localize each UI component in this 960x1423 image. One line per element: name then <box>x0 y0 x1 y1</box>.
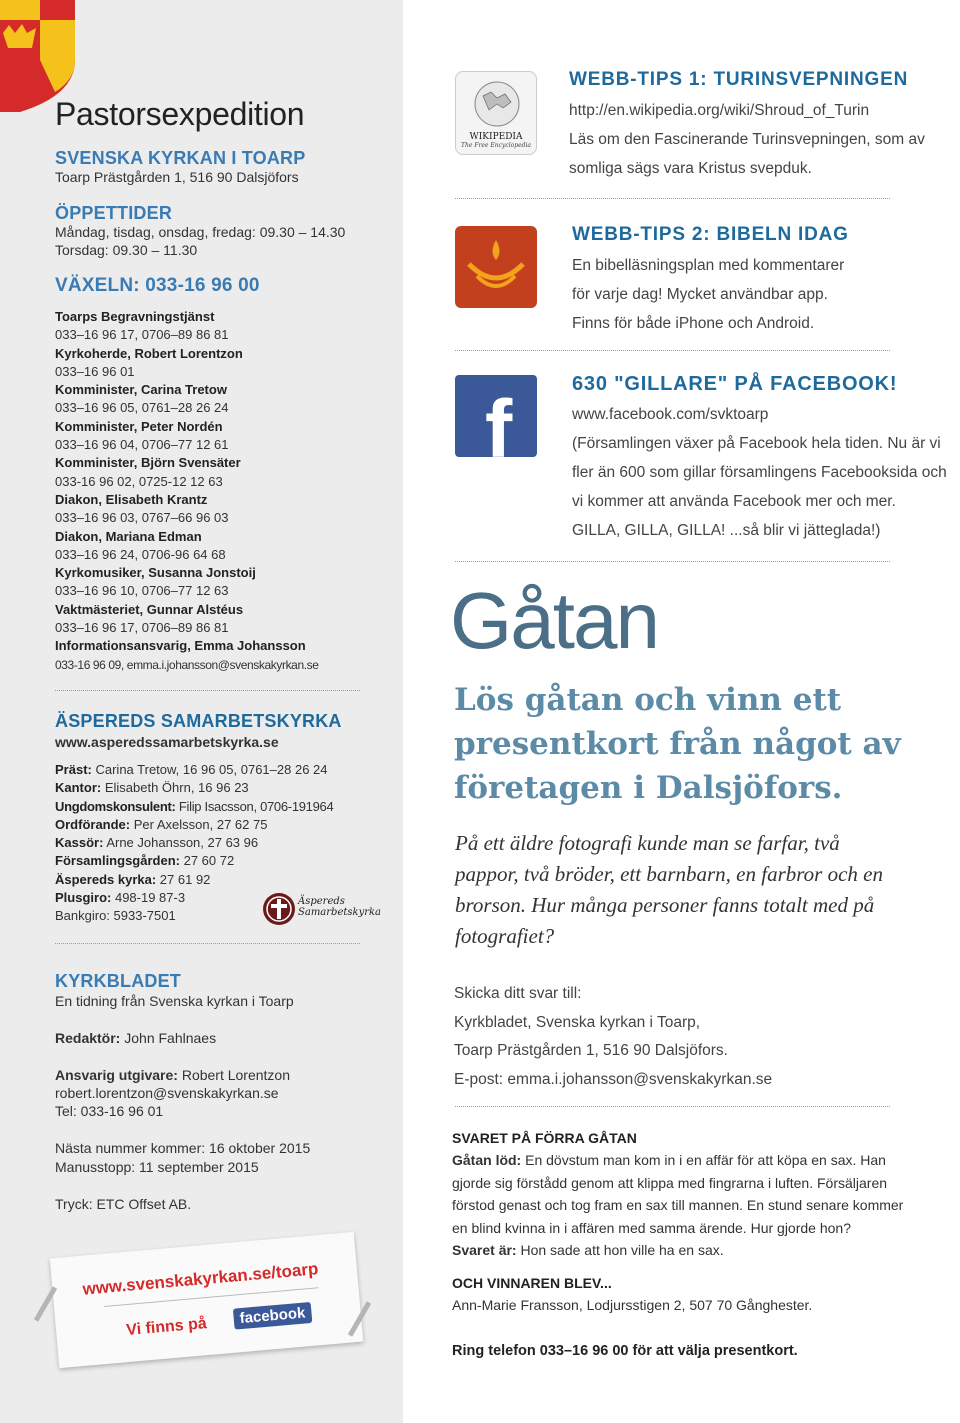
tip-text-2: En bibelläsningsplan med kommentarer för varje dag! Mycket användbar app. Finns för både iPhone och Android. <box>572 257 845 332</box>
tip-text-1: http://en.wikipedia.org/wiki/Shroud_of_Turin Läs om den Fascinerande Turinsvepningen, som av somliga sägs vara Kristus svepduk. <box>569 96 925 183</box>
kyrkbladet-tagline: En tidning från Svenska kyrkan i Toarp <box>55 993 294 1009</box>
divider <box>55 943 360 944</box>
contact-entry <box>55 564 395 601</box>
contact-role: Toarps Begravningstjänst <box>55 309 215 324</box>
contact-phone: 033–16 96 10, 0706–77 12 63 <box>55 583 229 599</box>
asperred-row: Ungdomskonsulent: Filip Isacsson, 0706-191964 <box>55 798 334 814</box>
hours-line-2: Torsdag: 09.30 – 11.30 <box>55 242 198 258</box>
next-issue: Nästa nummer kommer: 16 oktober 2015 <box>55 1140 311 1156</box>
asperred-row: Församlingsgården: 27 60 72 <box>55 853 235 869</box>
asperred-row: Kantor: Elisabeth Öhrn, 16 96 23 <box>55 780 249 796</box>
asperred-row: Kassör: Arne Johansson, 27 63 96 <box>55 835 259 851</box>
asperred-row: Bankgiro: 5933-7501 <box>55 908 176 924</box>
facebook-prompt: Vi finns på <box>125 1315 208 1340</box>
asperred-logo: Äspereds Samarbetskyrka <box>262 890 382 930</box>
contact-phone: 033–16 96 05, 0761–28 26 24 <box>55 400 229 416</box>
website-note <box>50 1232 363 1368</box>
contact-role: Komminister, Carina Tretow <box>55 382 227 398</box>
tip-text-3: www.facebook.com/svktoarp (Församlingen växer på Facebook hela tiden. Nu är vi fler än 600 som gillar församlingens Facebooksida och vi kommer att använda Facebook mer och mer. GILLA, GILLA, GILLA! ...så blir vi jätteglada!) <box>572 400 947 545</box>
facebook-badge[interactable]: facebook <box>233 1302 312 1330</box>
contact-role: Diakon, Mariana Edman <box>55 528 202 544</box>
contact-phone: 033–16 96 01 <box>55 363 135 379</box>
contact-role: Informationsansvarig, Emma Johansson <box>55 638 306 654</box>
asperred-row: Äspereds kyrka: 27 61 92 <box>55 871 211 887</box>
tip-link[interactable]: http://en.wikipedia.org/wiki/Shroud_of_Turin <box>569 102 870 119</box>
riddle-question: På ett äldre fotografi kunde man se farfar, två pappor, två bröder, ett barnbarn, en farbror och en brorson. Hur många personer fanns totalt med på fotografiet? <box>455 831 883 948</box>
contact-phone: 033-16 96 09, emma.i.johansson@svenskakyrkan.se <box>55 657 319 672</box>
contact-list <box>55 308 395 674</box>
contact-entry <box>55 491 395 528</box>
contact-entry <box>55 381 395 418</box>
tip-heading-1: WEBB-TIPS 1: TURINSVEPNINGEN <box>569 69 909 90</box>
contact-entry <box>55 637 395 674</box>
hours-line-1: Måndag, tisdag, onsdag, fredag: 09.30 – 14.30 <box>55 224 346 240</box>
asperred-row: Plusgiro: 498-19 87-3 <box>55 890 186 906</box>
contact-phone: 033–16 96 17, 0706–89 86 81 <box>55 327 229 343</box>
contact-role: Komminister, Björn Svensäter <box>55 455 241 471</box>
switchboard-heading: VÄXELN: 033-16 96 00 <box>55 275 260 296</box>
publisher-email: robert.lorentzon@svenskakyrkan.se <box>55 1085 279 1101</box>
contact-phone: 033–16 96 03, 0767–66 96 03 <box>55 510 229 526</box>
winner-heading: OCH VINNAREN BLEV... <box>452 1275 612 1291</box>
divider <box>455 1106 890 1107</box>
divider <box>455 198 890 199</box>
contact-role: Kyrkomusiker, Susanna Jonstoij <box>55 565 256 581</box>
hours-heading: ÖPPETTIDER <box>55 203 173 223</box>
deadline: Manusstopp: 11 september 2015 <box>55 1159 259 1175</box>
tip-link[interactable]: www.facebook.com/svktoarp <box>572 406 769 423</box>
contact-phone: 033-16 96 02, 0725-12 12 63 <box>55 473 223 489</box>
prev-riddle-heading: SVARET PÅ FÖRRA GÅTAN <box>452 1130 637 1146</box>
asperred-row: Präst: Carina Tretow, 16 96 05, 0761–28 26 24 <box>55 762 328 777</box>
bible-app-icon <box>455 226 537 308</box>
answer-email[interactable]: E-post: emma.i.johansson@svenskakyrkan.se <box>454 1070 773 1088</box>
asperred-website: www.asperedssamarbetskyrka.se <box>55 734 279 750</box>
print-info: Tryck: ETC Offset AB. <box>55 1196 192 1212</box>
contact-entry <box>55 528 395 565</box>
prev-riddle-text: Gåtan löd: En dövstum man kom in i en affär för att köpa en sax. Han gjorde sig förstådd genom att klippa med fingrarna i luften. Försäljaren förstod genast och tog fram en sax till mannen. En stund senare kommer en blind kvinna in i affären med samma ärende. Hur gjorde hon? Svaret är: Hon sade att hon ville ha en sax. <box>452 1152 904 1258</box>
divider <box>55 690 360 691</box>
riddle-subtitle: Lös gåtan och vinn ett presentkort från något av företagen i Dalsjöfors. <box>454 682 901 806</box>
contact-role: Vaktmästeriet, Gunnar Alstéus <box>55 601 244 617</box>
wikipedia-icon: WIKIPEDIA The Free Encyclopedia <box>455 71 537 155</box>
contact-phone: 033–16 96 04, 0706–77 12 61 <box>55 437 229 453</box>
facebook-icon: f <box>455 375 537 457</box>
winner-text: Ann-Marie Fransson, Lodjursstigen 2, 507 70 Gånghester. <box>452 1297 813 1313</box>
church-heading: SVENSKA KYRKAN I TOARP <box>55 148 306 168</box>
asperred-heading: ÄSPEREDS SAMARBETSKYRKA <box>55 711 342 731</box>
divider <box>455 350 890 351</box>
contact-sidebar <box>0 0 403 1423</box>
call-to-action: Ring telefon 033–16 96 00 för att välja presentkort. <box>452 1343 798 1359</box>
cross-seal-icon <box>262 892 296 926</box>
kyrkbladet-heading: KYRKBLADET <box>55 971 181 991</box>
editor-line: Redaktör: John Fahlnaes <box>55 1030 217 1046</box>
website-link[interactable]: www.svenskakyrkan.se/toarp <box>81 1259 320 1299</box>
asperred-row: Ordförande: Per Axelsson, 27 62 75 <box>55 816 268 832</box>
publisher-line: Ansvarig utgivare: Robert Lorentzon <box>55 1067 291 1083</box>
divider <box>455 561 890 562</box>
riddle-title: Gåtan <box>450 576 658 665</box>
tip-heading-3: 630 "GILLARE" PÅ FACEBOOK! <box>572 373 898 395</box>
contact-role: Kyrkoherde, Robert Lorentzon <box>55 345 243 361</box>
page-title: Pastorsexpedition <box>55 96 305 132</box>
contact-entry <box>55 418 395 455</box>
contact-entry <box>55 454 395 491</box>
contact-entry <box>55 308 395 345</box>
church-address: Toarp Prästgården 1, 516 90 Dalsjöfors <box>55 169 299 185</box>
contact-phone: 033–16 96 17, 0706–89 86 81 <box>55 620 229 636</box>
contact-entry <box>55 345 395 382</box>
contact-phone: 033–16 96 24, 0706-96 64 68 <box>55 546 226 562</box>
contact-entry <box>55 601 395 638</box>
send-answer: Skicka ditt svar till: Kyrkbladet, Svenska kyrkan i Toarp, Toarp Prästgården 1, 516 90 Dalsjöfors. E-post: emma.i.johansson@svenskakyrkan.se <box>454 980 772 1094</box>
contact-role: Komminister, Peter Nordén <box>55 418 223 434</box>
tip-heading-2: WEBB-TIPS 2: BIBELN IDAG <box>572 224 849 245</box>
publisher-tel: Tel: 033-16 96 01 <box>55 1103 164 1119</box>
contact-role: Diakon, Elisabeth Krantz <box>55 491 208 507</box>
